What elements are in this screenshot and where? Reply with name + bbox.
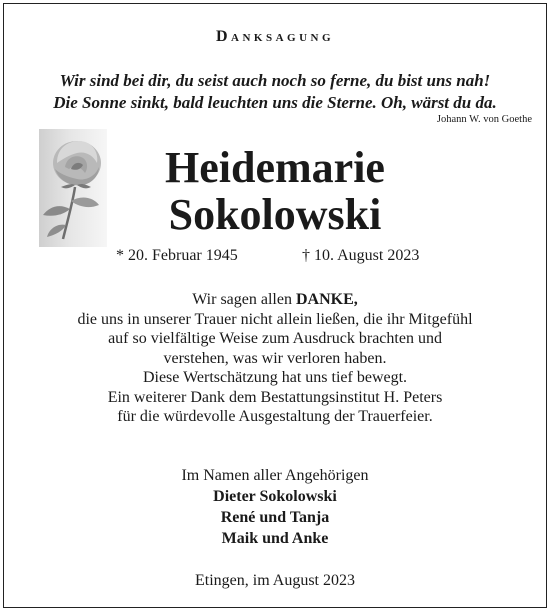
thanks-prefix: Wir sagen allen: [192, 291, 296, 308]
signer-name: René und Tanja: [220, 509, 330, 526]
death-date: † 10. August 2023: [302, 247, 420, 264]
thanks-emphasis: DANKE,: [295, 291, 358, 308]
thanks-line-6: Ein weiterer Dank dem Bestattungsinstitut H. Peters: [107, 388, 443, 406]
first-name: Heidemarie: [165, 143, 385, 192]
thanks-line-5: Diese Wertschätzung hat uns tief bewegt.: [142, 369, 408, 386]
quote-author: Johann W. von Goethe: [436, 114, 532, 125]
signers-intro: Im Namen aller Angehörigen: [181, 467, 369, 484]
quote-line-1: Wir sind bei dir, du seist auch noch so ferne, du bist uns nah!: [59, 71, 491, 90]
deceased-name: [4, 144, 546, 238]
obituary-card: [3, 3, 547, 608]
signer-name: Dieter Sokolowski: [213, 488, 337, 505]
thanks-line-4: verstehen, was wir verloren haben.: [163, 349, 387, 367]
quote-block: [4, 70, 546, 114]
thanks-line-3: auf so vielfältige Weise zum Ausdruck brachten und: [108, 330, 442, 347]
heading: Danksagung: [215, 28, 335, 45]
place-date: Etingen, im August 2023: [195, 572, 355, 589]
last-name: Sokolowski: [168, 190, 382, 239]
thanks-line-2: die uns in unserer Trauer nicht allein ließen, die ihr Mitgefühl: [77, 310, 473, 328]
thanks-text: [4, 290, 546, 427]
quote-line-2: Die Sonne sinkt, bald leuchten uns die Sterne. Oh, wärst du da.: [53, 93, 497, 112]
thanks-line-1: [4, 290, 546, 310]
thanks-line-7: für die würdevolle Ausgestaltung der Trauerfeier.: [117, 408, 433, 425]
birth-date: * 20. Februar 1945: [116, 247, 238, 264]
signer-name: Maik und Anke: [221, 530, 329, 547]
signers-block: [4, 465, 546, 549]
